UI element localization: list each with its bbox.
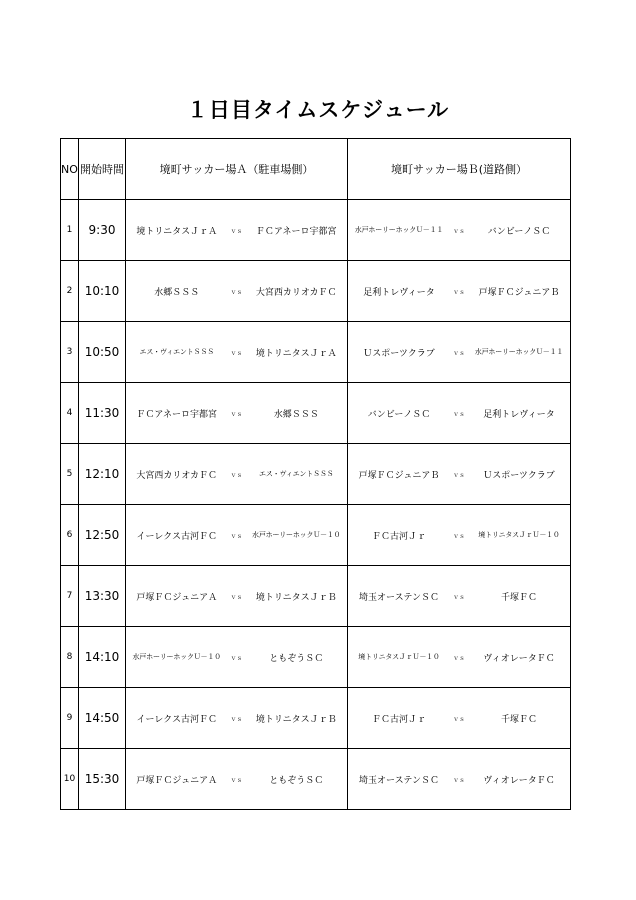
away-team: 千塚ＦＣ xyxy=(500,714,537,725)
matchup xyxy=(348,346,570,359)
field-a-match xyxy=(126,322,348,383)
away-team: Ｕスポーツクラブ xyxy=(483,470,555,481)
away-team: 千塚ＦＣ xyxy=(500,592,537,603)
home-team: 埼玉オーステンＳＣ xyxy=(359,775,439,786)
home-team: 水戸ホーリーホックＵ－１０ xyxy=(132,653,221,661)
field-a-match xyxy=(126,444,348,505)
start-time: 10:50 xyxy=(79,322,126,383)
away-team: 水郷ＳＳＳ xyxy=(273,409,319,420)
home-team: 戸塚ＦＣジュニアＢ xyxy=(358,470,440,481)
match-number: 4 xyxy=(61,383,79,444)
home-team: 境トリニタスＪｒＡ xyxy=(136,226,218,237)
header-field-b: 境町サッカー場Ｂ(道路側） xyxy=(348,139,571,200)
matchup xyxy=(126,407,347,420)
vs-label: ｖｓ xyxy=(452,776,465,784)
vs-label: ｖｓ xyxy=(230,410,243,418)
home-team: ＦＣアネーロ宇都宮 xyxy=(136,409,218,420)
away-team: ＦＣアネーロ宇都宮 xyxy=(255,226,337,237)
field-a-match xyxy=(126,688,348,749)
schedule-row xyxy=(61,627,571,688)
page-title: １日目タイムスケジュール xyxy=(186,98,450,122)
field-b-match xyxy=(348,688,571,749)
schedule-row xyxy=(61,505,571,566)
vs-label: ｖｓ xyxy=(230,288,243,296)
match-number: 1 xyxy=(61,200,79,261)
field-b-match xyxy=(348,261,571,322)
match-number: 6 xyxy=(61,505,79,566)
matchup xyxy=(126,346,347,359)
matchup xyxy=(348,468,570,481)
matchup xyxy=(348,285,570,298)
field-b-match xyxy=(348,627,571,688)
matchup xyxy=(126,224,347,237)
away-team: ヴィオレータＦＣ xyxy=(483,653,555,664)
header-field-a: 境町サッカー場Ａ（駐車場側） xyxy=(126,139,348,200)
field-a-match xyxy=(126,383,348,444)
away-team: 境トリニタスＪｒＢ xyxy=(255,592,337,603)
home-team: イーレクス古河ＦＣ xyxy=(136,531,218,542)
vs-label: ｖｓ xyxy=(230,349,243,357)
match-number: 10 xyxy=(61,749,79,810)
schedule-table xyxy=(60,138,571,810)
away-team: ヴィオレータＦＣ xyxy=(483,775,555,786)
field-a-match xyxy=(126,261,348,322)
home-team: 境トリニタスＪｒＵ－１０ xyxy=(358,653,440,661)
home-team: バンビーノＳＣ xyxy=(367,409,431,420)
header-row xyxy=(61,139,571,200)
home-team: イーレクス古河ＦＣ xyxy=(136,714,218,725)
header-time: 開始時間 xyxy=(79,139,126,200)
header-no: NO xyxy=(61,139,79,200)
match-number: 8 xyxy=(61,627,79,688)
vs-label: ｖｓ xyxy=(452,654,465,662)
field-b-match xyxy=(348,383,571,444)
schedule-row xyxy=(61,749,571,810)
away-team: 戸塚ＦＣジュニアＢ xyxy=(478,287,560,298)
home-team: 水戸ホーリーホックＵ－１１ xyxy=(354,226,444,234)
matchup xyxy=(126,773,347,786)
matchup xyxy=(126,468,347,481)
home-team: 水郷ＳＳＳ xyxy=(154,287,200,298)
field-b-match xyxy=(348,505,571,566)
start-time: 13:30 xyxy=(79,566,126,627)
away-team: 境トリニタスＪｒＵ－１０ xyxy=(478,531,560,539)
field-a-match xyxy=(126,627,348,688)
away-team: 水戸ホーリーホックＵ－１０ xyxy=(252,531,341,539)
matchup xyxy=(126,285,347,298)
field-a-match xyxy=(126,505,348,566)
schedule-row xyxy=(61,200,571,261)
away-team: ともぞうＳＣ xyxy=(269,653,324,664)
away-team: バンビーノＳＣ xyxy=(487,226,551,237)
away-team: エス・ヴィエントＳＳＳ xyxy=(259,470,334,478)
match-number: 2 xyxy=(61,261,79,322)
home-team: 足利トレヴィータ xyxy=(363,287,435,298)
field-b-match xyxy=(348,444,571,505)
matchup xyxy=(348,590,570,603)
start-time: 12:10 xyxy=(79,444,126,505)
vs-label: ｖｓ xyxy=(230,532,243,540)
home-team: ＦＣ古河Ｊｒ xyxy=(371,531,426,542)
match-number: 7 xyxy=(61,566,79,627)
home-team: 戸塚ＦＣジュニアＡ xyxy=(136,775,218,786)
home-team: 戸塚ＦＣジュニアＡ xyxy=(136,592,218,603)
vs-label: ｖｓ xyxy=(452,288,465,296)
matchup xyxy=(348,651,570,664)
vs-label: ｖｓ xyxy=(230,227,243,235)
vs-label: ｖｓ xyxy=(452,227,465,235)
schedule-row xyxy=(61,261,571,322)
field-a-match xyxy=(126,749,348,810)
schedule-row xyxy=(61,688,571,749)
match-number: 9 xyxy=(61,688,79,749)
matchup xyxy=(348,407,570,420)
home-team: 埼玉オーステンＳＣ xyxy=(359,592,439,603)
start-time: 10:10 xyxy=(79,261,126,322)
vs-label: ｖｓ xyxy=(452,593,465,601)
start-time: 12:50 xyxy=(79,505,126,566)
schedule-row xyxy=(61,383,571,444)
field-b-match xyxy=(348,322,571,383)
vs-label: ｖｓ xyxy=(230,471,243,479)
home-team: 大宮西カリオカＦＣ xyxy=(136,470,218,481)
start-time: 14:50 xyxy=(79,688,126,749)
home-team: Ｕスポーツクラブ xyxy=(363,348,435,359)
matchup xyxy=(126,712,347,725)
start-time: 14:10 xyxy=(79,627,126,688)
field-a-match xyxy=(126,566,348,627)
home-team: ＦＣ古河Ｊｒ xyxy=(371,714,426,725)
away-team: 境トリニタスＪｒＢ xyxy=(255,714,337,725)
matchup xyxy=(348,224,570,237)
field-b-match xyxy=(348,749,571,810)
away-team: 境トリニタスＪｒＡ xyxy=(255,348,337,359)
matchup xyxy=(126,529,347,542)
match-number: 5 xyxy=(61,444,79,505)
home-team: エス・ヴィエントＳＳＳ xyxy=(139,348,214,356)
matchup xyxy=(348,773,570,786)
vs-label: ｖｓ xyxy=(452,471,465,479)
match-number: 3 xyxy=(61,322,79,383)
away-team: ともぞうＳＣ xyxy=(269,775,324,786)
vs-label: ｖｓ xyxy=(452,349,465,357)
vs-label: ｖｓ xyxy=(230,654,243,662)
vs-label: ｖｓ xyxy=(452,532,465,540)
field-a-match xyxy=(126,200,348,261)
matchup xyxy=(348,529,570,542)
matchup xyxy=(126,651,347,664)
start-time: 9:30 xyxy=(79,200,126,261)
field-b-match xyxy=(348,566,571,627)
field-b-match xyxy=(348,200,571,261)
matchup xyxy=(348,712,570,725)
vs-label: ｖｓ xyxy=(230,715,243,723)
schedule-row xyxy=(61,322,571,383)
vs-label: ｖｓ xyxy=(230,776,243,784)
start-time: 15:30 xyxy=(79,749,126,810)
start-time: 11:30 xyxy=(79,383,126,444)
away-team: 大宮西カリオカＦＣ xyxy=(255,287,337,298)
away-team: 水戸ホーリーホックＵ－１１ xyxy=(474,348,564,356)
schedule-row xyxy=(61,566,571,627)
away-team: 足利トレヴィータ xyxy=(483,409,555,420)
vs-label: ｖｓ xyxy=(230,593,243,601)
vs-label: ｖｓ xyxy=(452,410,465,418)
matchup xyxy=(126,590,347,603)
schedule-row xyxy=(61,444,571,505)
vs-label: ｖｓ xyxy=(452,715,465,723)
